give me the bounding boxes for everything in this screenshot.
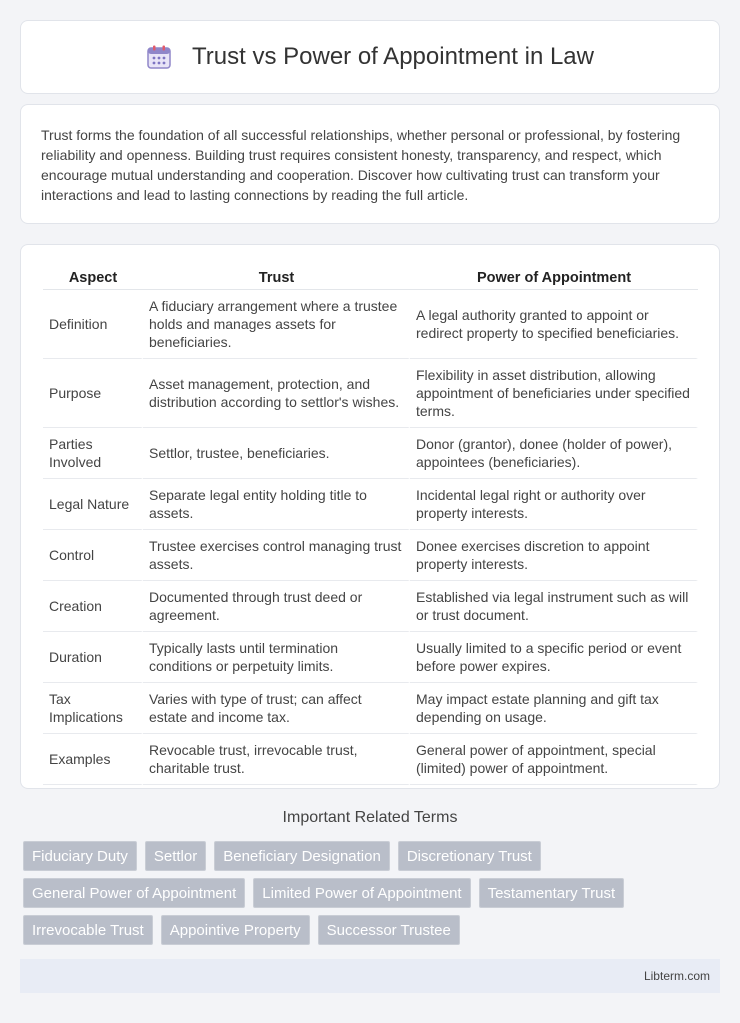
cell-trust: Settlor, trustee, beneficiaries. [143, 428, 410, 479]
cell-trust: Asset management, protection, and distribution according to settlor's wishes. [143, 359, 410, 428]
comparison-card [20, 244, 720, 789]
related-term-tag[interactable]: Irrevocable Trust [23, 915, 153, 945]
cell-power-of-appointment: May impact estate planning and gift tax depending on usage. [410, 683, 698, 734]
table-row [43, 683, 698, 734]
related-terms-title: Important Related Terms [282, 809, 458, 826]
footer-site-link[interactable]: Libterm.com [643, 969, 710, 983]
related-term-tag[interactable]: Discretionary Trust [398, 841, 541, 871]
cell-power-of-appointment: General power of appointment, special (limited) power of appointment. [410, 734, 698, 785]
cell-aspect: Examples [43, 734, 143, 785]
header-card [20, 20, 720, 94]
table-row [43, 290, 698, 359]
cell-power-of-appointment: Established via legal instrument such as will or trust document. [410, 581, 698, 632]
cell-trust: A fiduciary arrangement where a trustee holds and manages assets for beneficiaries. [143, 290, 410, 359]
related-term-tag[interactable]: Successor Trustee [318, 915, 460, 945]
cell-trust: Revocable trust, irrevocable trust, charitable trust. [143, 734, 410, 785]
table-header-row [43, 267, 698, 290]
cell-trust: Varies with type of trust; can affect estate and income tax. [143, 683, 410, 734]
cell-power-of-appointment: Usually limited to a specific period or event before power expires. [410, 632, 698, 683]
table-row [43, 428, 698, 479]
cell-power-of-appointment: A legal authority granted to appoint or redirect property to specified beneficiaries. [410, 290, 698, 359]
calendar-icon [146, 44, 172, 70]
cell-power-of-appointment: Donee exercises discretion to appoint property interests. [410, 530, 698, 581]
cell-aspect: Definition [43, 290, 143, 359]
cell-aspect: Tax Implications [43, 683, 143, 734]
table-row [43, 632, 698, 683]
footer [20, 959, 720, 993]
column-header-power-of-appointment: Power of Appointment [410, 267, 698, 290]
cell-power-of-appointment: Incidental legal right or authority over property interests. [410, 479, 698, 530]
related-term-tag[interactable]: Limited Power of Appointment [253, 878, 470, 908]
related-term-tag[interactable]: Settlor [145, 841, 206, 871]
table-row [43, 479, 698, 530]
cell-power-of-appointment: Donor (grantor), donee (holder of power), appointees (beneficiaries). [410, 428, 698, 479]
related-term-tag[interactable]: Appointive Property [161, 915, 310, 945]
table-row [43, 581, 698, 632]
related-term-tag[interactable]: Testamentary Trust [479, 878, 625, 908]
table-row [43, 359, 698, 428]
intro-text: Trust forms the foundation of all successful relationships, whether personal or professional, by fostering reliability and openness. Building trust requires consistent honesty, transparency, and respect, which encourage mutual understanding and cooperation. Discover how cultivating trust can transform your interactions and lead to lasting connections by reading the full article. [41, 127, 681, 203]
cell-aspect: Control [43, 530, 143, 581]
related-terms-list [23, 841, 723, 945]
cell-aspect: Purpose [43, 359, 143, 428]
related-term-tag[interactable]: General Power of Appointment [23, 878, 245, 908]
column-header-trust: Trust [143, 267, 410, 290]
page-title: Trust vs Power of Appointment in Law [192, 43, 594, 70]
related-term-tag[interactable]: Beneficiary Designation [214, 841, 390, 871]
table-row [43, 734, 698, 785]
comparison-table [43, 267, 698, 785]
intro-card [20, 104, 720, 224]
cell-trust: Typically lasts until termination conditions or perpetuity limits. [143, 632, 410, 683]
cell-trust: Separate legal entity holding title to assets. [143, 479, 410, 530]
cell-trust: Documented through trust deed or agreement. [143, 581, 410, 632]
cell-aspect: Duration [43, 632, 143, 683]
table-row [43, 530, 698, 581]
column-header-aspect: Aspect [43, 267, 143, 290]
cell-power-of-appointment: Flexibility in asset distribution, allowing appointment of beneficiaries under specified terms. [410, 359, 698, 428]
cell-trust: Trustee exercises control managing trust assets. [143, 530, 410, 581]
related-term-tag[interactable]: Fiduciary Duty [23, 841, 137, 871]
cell-aspect: Legal Nature [43, 479, 143, 530]
cell-aspect: Creation [43, 581, 143, 632]
cell-aspect: Parties Involved [43, 428, 143, 479]
